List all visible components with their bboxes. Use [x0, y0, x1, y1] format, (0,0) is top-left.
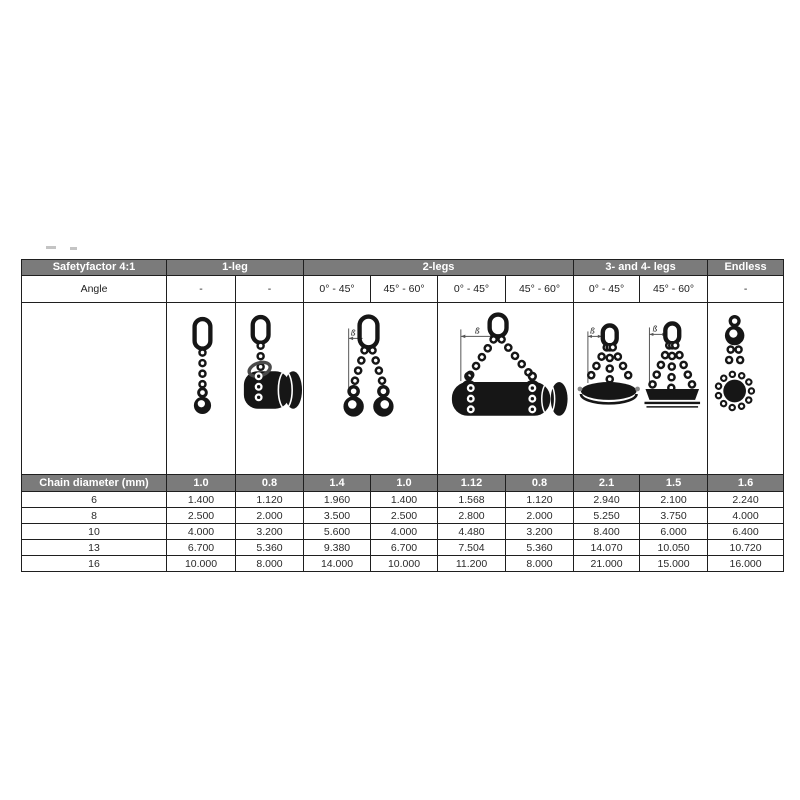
wll-cell: 6.700: [371, 540, 438, 556]
wll-cell: 11.200: [438, 556, 506, 572]
chain-sling-1-leg-choked-barrel-icon: [236, 303, 304, 475]
wll-cell: 6.400: [708, 524, 784, 540]
wll-cell: 1.960: [304, 492, 371, 508]
wll-cell: 6.700: [167, 540, 236, 556]
wll-cell: 10.720: [708, 540, 784, 556]
wll-cell: 14.070: [574, 540, 640, 556]
angle-row: [22, 276, 784, 303]
wll-cell: 10.050: [640, 540, 708, 556]
factor-value: 1.0: [167, 475, 236, 492]
wll-cell: 2.000: [236, 508, 304, 524]
wll-cell: 14.000: [304, 556, 371, 572]
diameter-cell: 13: [22, 540, 167, 556]
wll-cell: 3.200: [506, 524, 574, 540]
wll-cell: 2.240: [708, 492, 784, 508]
angle-value: 45° - 60°: [640, 276, 708, 303]
group-header-3-4-legs: 3- and 4- legs: [574, 260, 708, 276]
wll-cell: 5.600: [304, 524, 371, 540]
angle-value: 0° - 45°: [438, 276, 506, 303]
wll-cell: 1.120: [506, 492, 574, 508]
wll-cell: 6.000: [640, 524, 708, 540]
wll-cell: 5.360: [236, 540, 304, 556]
wll-cell: 5.360: [506, 540, 574, 556]
factor-value: 2.1: [574, 475, 640, 492]
group-header-2-legs: 2-legs: [304, 260, 574, 276]
wll-cell: 8.000: [236, 556, 304, 572]
wll-cell: 4.480: [438, 524, 506, 540]
wll-cell: 10.000: [371, 556, 438, 572]
chain-sling-2-leg-hooks-icon: [304, 303, 438, 475]
factor-row: [22, 475, 784, 492]
wll-cell: 4.000: [167, 524, 236, 540]
diameter-cell: 16: [22, 556, 167, 572]
group-header-endless: Endless: [708, 260, 784, 276]
cropped-text-artifact: [70, 247, 77, 250]
table-row: [22, 540, 784, 556]
group-header-1-leg: 1-leg: [167, 260, 304, 276]
wll-cell: 3.750: [640, 508, 708, 524]
table-row: [22, 508, 784, 524]
factor-value: 1.12: [438, 475, 506, 492]
wll-cell: 2.800: [438, 508, 506, 524]
chain-sling-3-4-leg-icons: [574, 303, 708, 475]
wll-cell: 9.380: [304, 540, 371, 556]
wll-cell: 1.400: [371, 492, 438, 508]
angle-value: -: [167, 276, 236, 303]
factor-value: 1.6: [708, 475, 784, 492]
wll-cell: 15.000: [640, 556, 708, 572]
angle-symbol: ß: [652, 324, 658, 334]
angle-symbol: ß: [589, 326, 595, 336]
diameter-cell: 10: [22, 524, 167, 540]
load-capacity-table: [21, 259, 784, 572]
wll-cell: 1.400: [167, 492, 236, 508]
angle-value: 0° - 45°: [574, 276, 640, 303]
diameter-cell: 6: [22, 492, 167, 508]
factor-value: 1.0: [371, 475, 438, 492]
illustration-row: [22, 303, 784, 475]
wll-cell: 5.250: [574, 508, 640, 524]
wll-cell: 2.100: [640, 492, 708, 508]
angle-value: 45° - 60°: [506, 276, 574, 303]
empty-cell: [22, 303, 167, 475]
angle-label: Angle: [22, 276, 167, 303]
wll-cell: 8.000: [506, 556, 574, 572]
table-row: [22, 492, 784, 508]
wll-cell: 8.400: [574, 524, 640, 540]
safety-factor-cell: Safetyfactor 4:1: [22, 260, 167, 276]
wll-cell: 1.120: [236, 492, 304, 508]
factor-value: 1.4: [304, 475, 371, 492]
wll-cell: 2.500: [167, 508, 236, 524]
wll-cell: 7.504: [438, 540, 506, 556]
angle-symbol: ß: [474, 326, 480, 336]
chain-sling-1-leg-hook-icon: [167, 303, 236, 475]
wll-cell: 3.200: [236, 524, 304, 540]
chain-diameter-label: Chain diameter (mm): [22, 475, 167, 492]
table-row: [22, 524, 784, 540]
diameter-cell: 8: [22, 508, 167, 524]
wll-cell: 4.000: [708, 508, 784, 524]
wll-cell: 2.000: [506, 508, 574, 524]
table-row: [22, 556, 784, 572]
wll-cell: 2.940: [574, 492, 640, 508]
chain-sling-2-leg-choked-cylinder-icon: [438, 303, 574, 475]
wll-cell: 4.000: [371, 524, 438, 540]
angle-value: -: [708, 276, 784, 303]
factor-value: 1.5: [640, 475, 708, 492]
wll-cell: 21.000: [574, 556, 640, 572]
wll-cell: 10.000: [167, 556, 236, 572]
angle-value: 45° - 60°: [371, 276, 438, 303]
wll-cell: 3.500: [304, 508, 371, 524]
wll-cell: 1.568: [438, 492, 506, 508]
angle-symbol: ß: [350, 328, 356, 338]
wll-cell: 16.000: [708, 556, 784, 572]
wll-cell: 2.500: [371, 508, 438, 524]
cropped-text-artifact: [46, 246, 56, 249]
chain-sling-endless-loop-icon: [708, 303, 784, 475]
angle-value: -: [236, 276, 304, 303]
factor-value: 0.8: [236, 475, 304, 492]
angle-value: 0° - 45°: [304, 276, 371, 303]
header-row: [22, 260, 784, 276]
factor-value: 0.8: [506, 475, 574, 492]
